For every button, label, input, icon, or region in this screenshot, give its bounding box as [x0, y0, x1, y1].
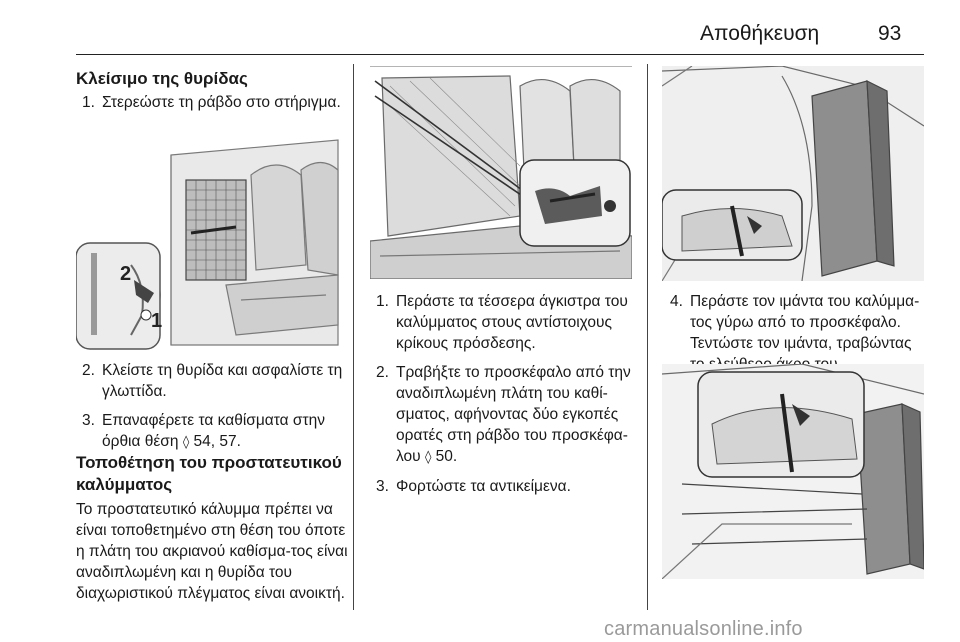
step-text: Στερεώστε τη ράβδο στο στήριγμα.: [102, 94, 341, 111]
header-rule: [76, 54, 924, 55]
steps-list-d: [670, 291, 930, 375]
step-item: [376, 291, 642, 354]
page-refs: 54, 57.: [189, 433, 241, 450]
callout-2: 2: [120, 263, 132, 285]
figure-cover-hooks: [370, 66, 632, 279]
step-text: [102, 410, 348, 453]
step-number: 1.: [376, 293, 389, 310]
figure-partition-hatch: [76, 135, 341, 350]
step-text-part: Επαναφέρετε τα καθίσματα στην όρθια θέση: [102, 412, 325, 450]
callout-1: 1: [151, 310, 163, 332]
step-item: [376, 362, 642, 468]
step-number: 2.: [376, 364, 389, 381]
section-title-protective-cover: Τοποθέτηση του προστατευτικού καλύμματος: [76, 453, 342, 494]
cross-reference-icon: ◊: [182, 435, 190, 450]
step-text: Φορτώστε τα αντικείμενα.: [396, 478, 571, 495]
running-header-title: Αποθήκευση: [700, 22, 820, 45]
column-divider-2: [647, 64, 648, 610]
step-text: Περάστε τα τέσσερα άγκιστρα του καλύμματος στους αντίστοιχους κρίκους πρόσδεσης.: [396, 293, 628, 352]
step-number: 1.: [82, 94, 95, 111]
watermark-text: carmanualsonline.info: [604, 618, 803, 640]
step-number: 3.: [82, 412, 95, 429]
column-divider-1: [353, 64, 354, 610]
steps-list-c: [376, 291, 642, 497]
figure-strap-headrest: [662, 66, 924, 281]
steps-list-b: [82, 360, 348, 453]
step-number: 4.: [670, 293, 683, 310]
step-item: [670, 291, 930, 375]
paragraph-protective-cover: Το προστατευτικό κάλυμμα πρέπει να είναι τοποθετημένο στη θέση του όποτε η πλάτη του ακριανού καθίσμα-τος είναι αναδιπλωμένη και η θυρίδα του διαχωριστικού πλέγματος είναι ανοικτή.: [76, 501, 348, 602]
page-refs: 50.: [431, 448, 458, 465]
step-item: [82, 92, 344, 113]
steps-list-a: [82, 92, 344, 113]
step-item: [376, 476, 642, 497]
page-number: 93: [878, 22, 902, 45]
figure-strap-tensioned: [662, 364, 924, 579]
cross-reference-icon: ◊: [424, 450, 432, 465]
step-text: Κλείστε τη θυρίδα και ασφαλίστε τη γλωττίδα.: [102, 362, 343, 400]
step-text: Περάστε τον ιμάντα του καλύμμα-τος γύρω από το προσκέφαλο. Τεντώστε τον ιμάντα, τραβώντας: [690, 293, 920, 352]
step-number: 2.: [82, 362, 95, 379]
step-text-part: Τραβήξτε το προσκέφαλο από την αναδιπλωμένη πλάτη του καθί-σματος, αφήνοντας δύο εγκοπές ορατές στη ράβδο του προσκέφα-λου: [396, 364, 631, 465]
step-number: 3.: [376, 478, 389, 495]
step-item: [82, 410, 348, 453]
step-text: [396, 362, 642, 468]
step-item: [82, 360, 348, 402]
section-title-closing-hatch: Κλείσιμο της θυρίδας: [76, 69, 248, 88]
